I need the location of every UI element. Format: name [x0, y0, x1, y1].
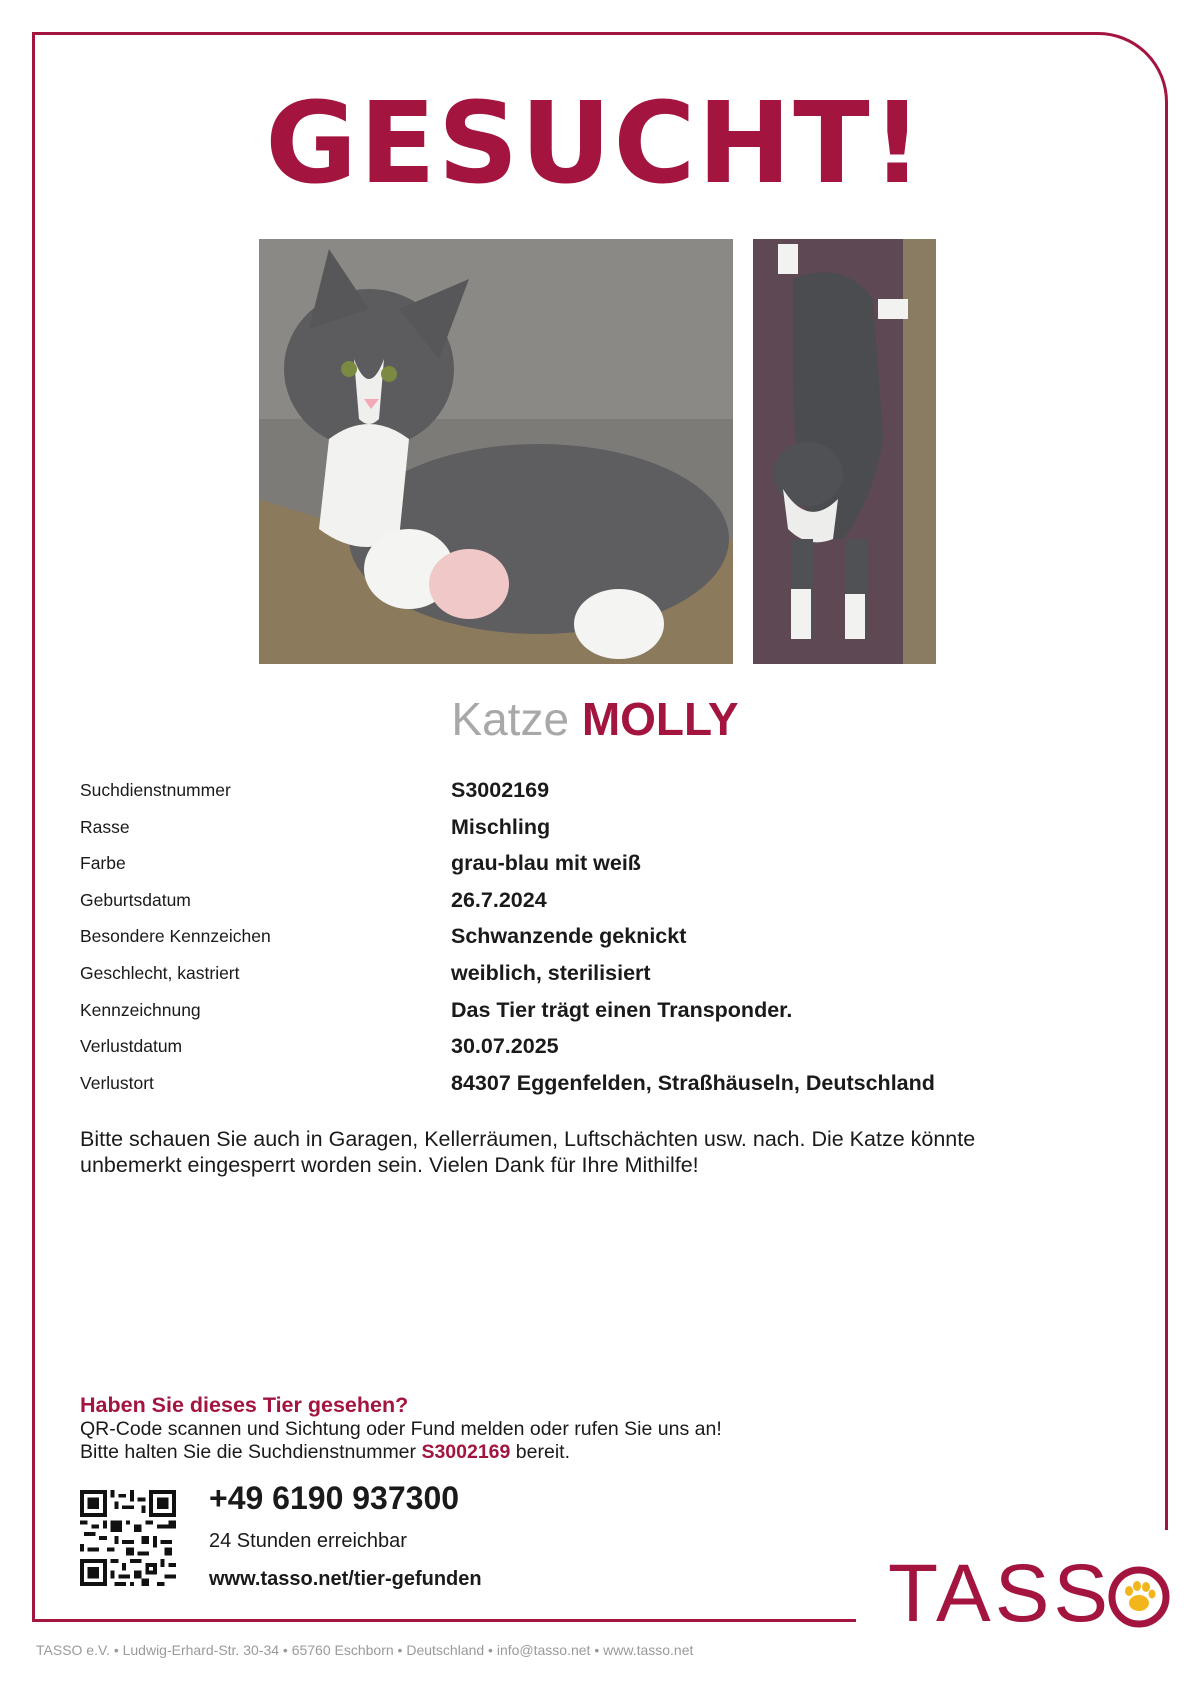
detail-row [80, 922, 1130, 959]
detail-value: S3002169 [451, 778, 550, 802]
detail-row [80, 776, 1130, 813]
pet-name [0, 694, 1190, 745]
pet-details [80, 776, 1130, 1105]
cta-heading: Haben Sie dieses Tier gesehen? [80, 1393, 409, 1417]
detail-value: 26.7.2024 [451, 887, 547, 912]
detail-value: Mischling [451, 814, 551, 839]
detail-label: Geburtsdatum [80, 889, 191, 910]
detail-value: 84307 Eggenfelden, Straßhäuseln, Deutschland [451, 1070, 935, 1095]
pet-name-value: MOLLY [581, 693, 739, 745]
availability-hours: 24 Stunden erreichbar [209, 1530, 407, 1552]
call-to-action [80, 1392, 980, 1464]
detail-label: Geschlecht, kastriert [80, 962, 240, 983]
search-notice [80, 1126, 1080, 1178]
poster-title: GESUCHT! [265, 79, 925, 209]
detail-value: weiblich, sterilisiert [451, 960, 651, 985]
paw-icon [1108, 1566, 1170, 1628]
detail-label: Rasse [80, 816, 130, 837]
detail-value: grau-blau mit weiß [451, 851, 641, 876]
detail-value: Das Tier trägt einen Transponder. [451, 997, 793, 1022]
search-id-highlight: S3002169 [421, 1441, 511, 1463]
detail-label: Besondere Kennzeichen [80, 926, 271, 947]
detail-label: Suchdienstnummer [80, 780, 231, 800]
detail-label: Farbe [80, 853, 126, 874]
detail-row [80, 959, 1130, 996]
detail-value: 30.07.2025 [451, 1034, 559, 1059]
cta-line-2 [80, 1441, 980, 1464]
detail-row [80, 886, 1130, 923]
phone-number[interactable]: +49 6190 937300 [209, 1480, 460, 1516]
logo-text: TASS [888, 1548, 1113, 1639]
cta-line-1: QR-Code scannen und Sichtung oder Fund melden oder rufen Sie uns an! [80, 1418, 722, 1440]
cat-photo-sitting [259, 239, 733, 664]
cta-line-2-prefix: Bitte halten Sie die Suchdienstnummer [80, 1441, 422, 1463]
detail-row [80, 849, 1130, 886]
detail-label: Kennzeichnung [80, 999, 201, 1020]
tasso-logo [888, 1548, 1168, 1639]
detail-row [80, 813, 1130, 850]
detail-label: Verlustdatum [80, 1036, 183, 1057]
found-pet-url[interactable]: www.tasso.net/tier-gefunden [209, 1568, 482, 1590]
qr-code[interactable] [80, 1490, 176, 1586]
cat-photo-lying [753, 239, 936, 664]
notice-line-2: unbemerkt eingesperrt worden sein. Vielen Dank für Ihre Mithilfe! [80, 1153, 699, 1177]
footer-address: TASSO e.V. • Ludwig-Erhard-Str. 30-34 • 65760 Eschborn • Deutschland • info@tasso.net • www.tasso.net [36, 1642, 694, 1658]
cta-line-2-suffix: bereit. [510, 1441, 570, 1463]
notice-line-1: Bitte schauen Sie auch in Garagen, Kellerräumen, Luftschächten usw. nach. Die Katze könnte [80, 1127, 976, 1151]
detail-label: Verlustort [80, 1072, 154, 1093]
pet-species: Katze [451, 693, 570, 745]
detail-value: Schwanzende geknickt [451, 924, 687, 949]
detail-row [80, 1069, 1130, 1106]
detail-row [80, 1032, 1130, 1069]
detail-row [80, 996, 1130, 1033]
